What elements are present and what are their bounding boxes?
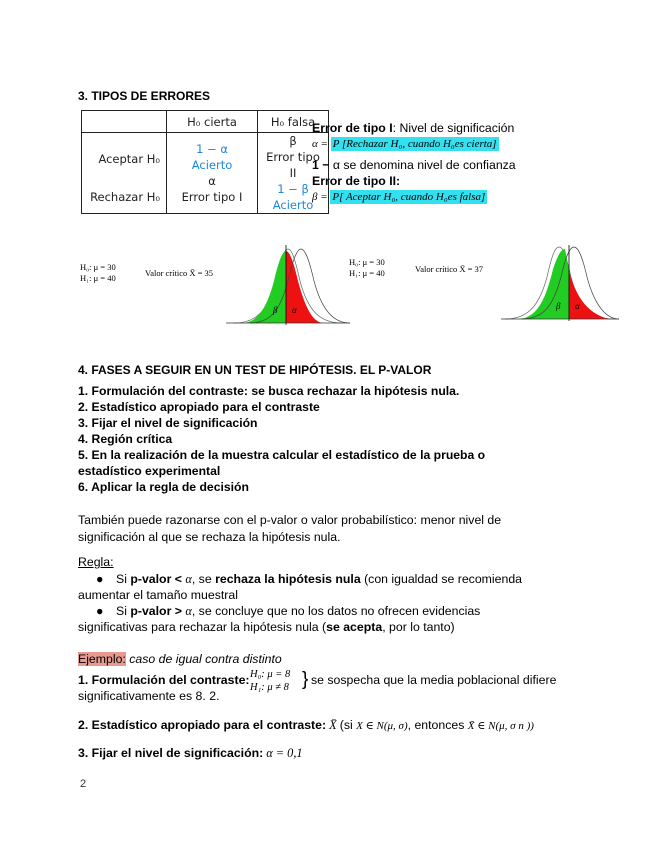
beta-label: β: [273, 305, 278, 315]
type2-formula-line: [312, 191, 487, 203]
section-title-fases: 4. FASES A SEGUIR EN UN TEST DE HIPÓTESIS. EL P-VALOR: [78, 363, 432, 377]
example-step1-text: se sospecha que la media poblacional difiere: [311, 673, 557, 687]
cell-reject-true-top: α: [208, 174, 216, 188]
left-normal-curves-figure: [226, 241, 350, 329]
steps-list: [78, 383, 485, 495]
page-number: 2: [80, 778, 87, 790]
pvalue-line-1: También puede razonarse con el p-valor o valor probabilístico: menor nivel de: [78, 513, 502, 527]
cell-accept-false-bottom: Error tipo II: [266, 150, 320, 180]
type1-formula-line: [312, 138, 499, 150]
beta-label-right: β: [556, 301, 561, 311]
type1-title: Error de tipo I: [312, 121, 393, 135]
confidence-line: [312, 158, 516, 172]
example-subtitle: caso de igual contra distinto: [125, 652, 282, 666]
left-h1: H₁: μ = 40: [80, 273, 116, 283]
example-h1: H₁: μ ≠ 8: [250, 682, 289, 693]
pvalue-paragraph: [78, 512, 501, 546]
type2-formula: P[ Aceptar H₀, cuando H₀es falsa]: [332, 191, 486, 203]
right-h1: H₁: μ = 40: [349, 268, 385, 278]
cell-reject-true-bottom: Error tipo I: [181, 190, 243, 204]
rules-block: [78, 571, 522, 635]
alpha-label-right: α: [575, 301, 580, 311]
step-2: 2. Estadístico apropiado para el contraste: [78, 400, 320, 414]
rule-1-cont: aumentar el tamaño muestral: [78, 588, 238, 602]
header-h0-true: H₀ cierta: [167, 111, 258, 133]
example-label: Ejemplo:: [78, 652, 126, 666]
step-5: 5. En la realización de la muestra calcular el estadístico de la prueba o: [78, 448, 486, 462]
example-heading: [78, 652, 282, 666]
step-1: 1. Formulación del contraste: se busca rechazar la hipótesis nula.: [78, 384, 460, 398]
example-hypotheses: [250, 668, 290, 694]
pvalue-line-2: significación al que se rechaza la hipótesis nula.: [78, 530, 341, 544]
rule-1: ● Si p-valor < α, se rechaza la hipótesis nula (con igualdad se recomienda: [78, 571, 522, 587]
col-h0-true: [167, 133, 258, 214]
confidence-text: α se denomina nivel de confianza: [329, 158, 516, 172]
example-step2: 2. Estadístico apropiado para el contraste: X̄ (si X ∈ N(μ, σ), entonces X̄ ∈ N(μ, σ n )): [78, 718, 534, 732]
cell-accept-false-top: β: [289, 134, 297, 148]
table-corner: [82, 111, 167, 133]
step-3: 3. Fijar el nivel de significación: [78, 416, 258, 430]
header-h0-false: H₀ falsa: [258, 111, 329, 133]
left-hypotheses: [80, 262, 116, 284]
row-reject-label: Rechazar H₀: [90, 189, 160, 204]
example-h0: H₀: μ = 8: [250, 669, 291, 680]
row-accept-label: Aceptar H₀: [98, 151, 160, 166]
right-h0: H₀: μ = 30: [349, 257, 385, 267]
bullet-icon: ●: [96, 604, 104, 618]
left-h0: H₀: μ = 30: [80, 262, 116, 272]
type1-text: : Nivel de significación: [392, 121, 515, 135]
rule-2: ● Si p-valor > α, se concluye que no los datos no ofrecen evidencias: [78, 603, 522, 619]
cell-reject-false-top: 1 − β: [277, 182, 309, 196]
type1-formula: P [Rechazar H₀, cuando H₀es cierta]: [332, 138, 497, 150]
cell-accept-true-bottom: Acierto: [191, 158, 233, 172]
cell-reject-false-bottom: Acierto: [272, 198, 314, 212]
alpha-label: α: [292, 305, 297, 315]
right-critical-value: Valor crítico X̄ = 37: [415, 264, 484, 274]
section-title-errores: 3. TIPOS DE ERRORES: [78, 89, 211, 103]
rule-2-cont: significativas para rechazar la hipótesis nula (se acepta, por lo tanto): [78, 620, 455, 634]
error-types-table: [81, 110, 329, 214]
brace-icon: }: [302, 669, 309, 690]
type2-title: Error de tipo II:: [312, 174, 401, 188]
right-normal-curves-figure: [501, 241, 619, 324]
example-step3: 3. Fijar el nivel de significación: α = 0,1: [78, 746, 303, 760]
cell-accept-true-top: 1 − α: [196, 142, 228, 156]
left-critical-value: Valor crítico X̄ = 35: [145, 268, 214, 278]
step-5-cont: estadístico experimental: [78, 464, 221, 478]
right-hypotheses: [349, 257, 385, 279]
step-6: 6. Aplicar la regla de decisión: [78, 480, 249, 494]
example-step1-line2: significativamente es 8. 2.: [78, 689, 220, 703]
confidence-bold: 1 −: [312, 158, 330, 172]
row-labels: [82, 133, 167, 214]
step-4: 4. Región crítica: [78, 432, 173, 446]
bullet-icon: ●: [96, 572, 104, 586]
type2-formula-prefix: β =: [312, 191, 331, 203]
type1-line: [312, 121, 514, 135]
type1-formula-prefix: α =: [312, 138, 331, 150]
example-step1-title: 1. Formulación del contraste:: [78, 673, 250, 687]
rule-title: Regla:: [78, 555, 114, 569]
